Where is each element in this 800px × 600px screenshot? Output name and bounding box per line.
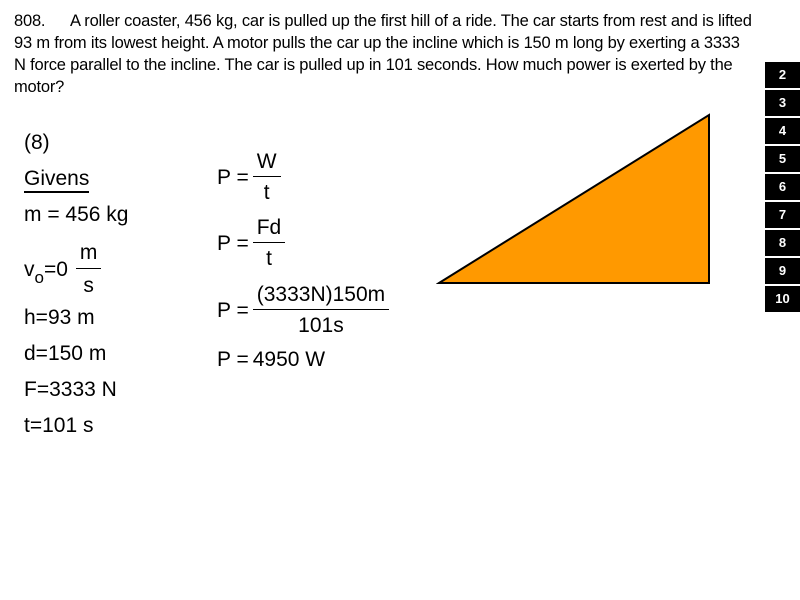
eq3-lhs: P =	[217, 298, 249, 322]
eq4-rhs: 4950 W	[252, 348, 326, 371]
page-button-7[interactable]: 7	[765, 202, 800, 228]
page-button-2[interactable]: 2	[765, 62, 800, 88]
v0-unit-den: s	[83, 274, 94, 297]
eq1-num: W	[253, 150, 281, 177]
given-height: h=93 m	[24, 306, 95, 329]
page-button-6[interactable]: 6	[765, 174, 800, 200]
given-mass: m = 456 kg	[24, 203, 129, 226]
page-button-8[interactable]: 8	[765, 230, 800, 256]
eq1-fraction	[253, 150, 281, 205]
eq2-num: Fd	[253, 216, 286, 243]
equation-power-result	[217, 348, 325, 372]
page-navigator	[765, 62, 800, 314]
givens-heading	[24, 166, 89, 192]
page-button-4[interactable]: 4	[765, 118, 800, 144]
page-button-9[interactable]: 9	[765, 258, 800, 284]
page-button-10[interactable]: 10	[765, 286, 800, 312]
v0-unit	[76, 240, 102, 299]
v0-unit-num: m	[76, 240, 102, 269]
eq2-fraction	[253, 216, 286, 271]
givens-heading-text: Givens	[24, 167, 89, 193]
eq1-den: t	[263, 181, 270, 204]
eq3-fraction	[253, 283, 389, 338]
eq3-num: (3333N)150m	[253, 283, 389, 310]
v0-symbol: v	[24, 257, 35, 281]
equation-power-force-distance	[217, 216, 285, 271]
incline-triangle	[439, 115, 709, 283]
equation-power-work	[217, 150, 281, 205]
eq2-lhs: P =	[217, 231, 249, 255]
question-body: A roller coaster, 456 kg, car is pulled up the first hill of a ride. The car starts from rest and is lifted 93 m from its lowest height. A motor pulls the car up the incline which is 150 m long by exerting a 3333 N force parallel to the incline. The car is pulled up in 101 seconds. How much power is exerted by the motor?	[14, 12, 752, 96]
incline-triangle-diagram	[436, 112, 714, 286]
question-text	[14, 10, 754, 98]
v0-value: =0	[43, 257, 68, 281]
eq2-den: t	[266, 247, 272, 270]
v0-subscript: o	[34, 267, 44, 287]
problem-label: (8)	[24, 131, 50, 154]
given-force: F=3333 N	[24, 378, 117, 401]
given-distance: d=150 m	[24, 342, 107, 365]
eq3-den: 101s	[298, 314, 344, 337]
given-initial-velocity	[24, 240, 101, 299]
page-button-3[interactable]: 3	[765, 90, 800, 116]
page-button-5[interactable]: 5	[765, 146, 800, 172]
equation-power-substituted	[217, 283, 389, 338]
question-number: 808.	[14, 12, 46, 30]
eq4-lhs: P =	[217, 348, 249, 371]
eq1-lhs: P =	[217, 165, 249, 189]
given-time: t=101 s	[24, 414, 94, 437]
